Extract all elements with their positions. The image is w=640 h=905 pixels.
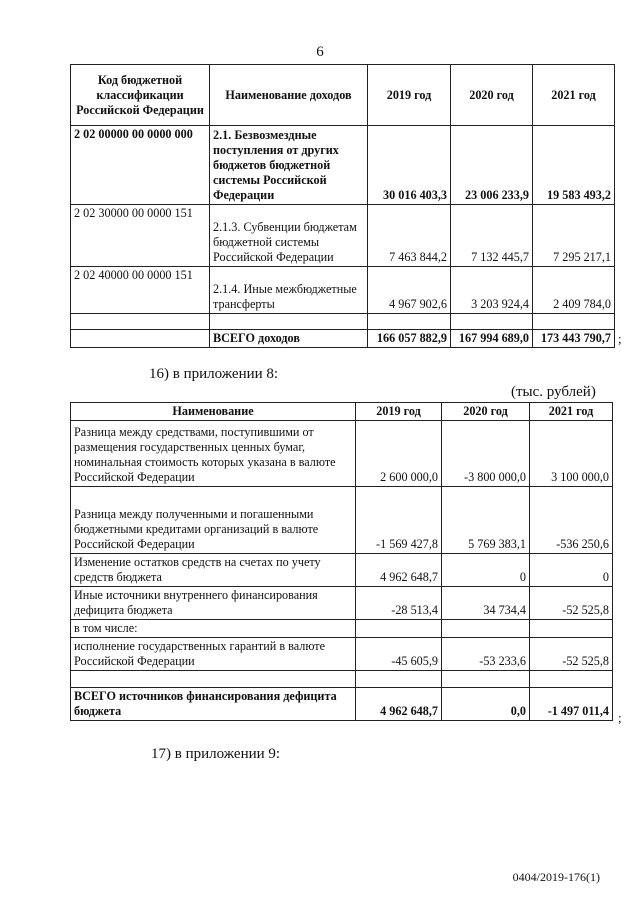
header-name: Наименование (71, 403, 356, 421)
row-value-2021 (530, 620, 613, 638)
total-row (71, 330, 615, 348)
row-value-2019: 7 463 844,2 (368, 205, 451, 267)
row-code: 2 02 30000 00 0000 151 (71, 205, 210, 267)
row-name: 2.1.3. Субвенции бюджетам бюджетной системы Российской Федерации (210, 205, 368, 267)
row-value-2020: 34 734,4 (442, 587, 530, 620)
header-2020: 2020 год (442, 403, 530, 421)
total-label: ВСЕГО источников финансирования дефицита бюджета (71, 688, 356, 721)
total-2021: 173 443 790,7 (533, 330, 615, 348)
row-value-2019: -1 569 427,8 (356, 487, 442, 554)
row-name: в том числе: (71, 620, 356, 638)
header-2019: 2019 год (368, 65, 451, 126)
table-row (71, 587, 613, 620)
row-value-2021: -52 525,8 (530, 638, 613, 671)
row-code: 2 02 00000 00 0000 000 (71, 126, 210, 205)
empty-row (71, 671, 613, 688)
row-value-2021: 0 (530, 554, 613, 587)
page-number: 6 (316, 44, 324, 60)
income-table-header (71, 65, 615, 126)
financing-table-header (71, 403, 613, 421)
row-value-2021: 19 583 493,2 (533, 126, 615, 205)
row-code: 2 02 40000 00 0000 151 (71, 267, 210, 314)
header-name: Наименование доходов (210, 65, 368, 126)
row-value-2021: -536 250,6 (530, 487, 613, 554)
row-value-2019: -45 605,9 (356, 638, 442, 671)
row-name: Разница между средствами, поступившими от размещения государственных ценных бумаг, номинальная стоимость которых указана в валюте Российской Федерации (71, 421, 356, 487)
section-16-heading: 16) в приложении 8: (149, 366, 279, 382)
income-table (70, 64, 615, 348)
table-row (71, 487, 613, 554)
table-row (71, 638, 613, 671)
header-2021: 2021 год (530, 403, 613, 421)
row-value-2019: 2 600 000,0 (356, 421, 442, 487)
total-2020: 167 994 689,0 (451, 330, 533, 348)
table-row (71, 267, 615, 314)
table-row (71, 126, 615, 205)
table1-end-mark: ; (618, 331, 622, 346)
row-value-2020: -53 233,6 (442, 638, 530, 671)
total-2020: 0,0 (442, 688, 530, 721)
row-value-2021: 2 409 784,0 (533, 267, 615, 314)
table-row (71, 620, 613, 638)
row-value-2021: 3 100 000,0 (530, 421, 613, 487)
row-value-2021: -52 525,8 (530, 587, 613, 620)
row-value-2019: 30 016 403,3 (368, 126, 451, 205)
row-value-2020 (442, 620, 530, 638)
row-name: Изменение остатков средств на счетах по учету средств бюджета (71, 554, 356, 587)
row-name: Разница между полученными и погашенными бюджетными кредитами организаций в валюте Российской Федерации (71, 487, 356, 554)
row-value-2019: 4 962 648,7 (356, 554, 442, 587)
row-value-2021: 7 295 217,1 (533, 205, 615, 267)
header-2019: 2019 год (356, 403, 442, 421)
document-code: 0404/2019-176(1) (512, 870, 600, 884)
total-row (71, 688, 613, 721)
header-2020: 2020 год (451, 65, 533, 126)
row-value-2020: 5 769 383,1 (442, 487, 530, 554)
header-code: Код бюджетной классификации Российской Федерации (71, 65, 210, 126)
total-2019: 4 962 648,7 (356, 688, 442, 721)
row-value-2020: 7 132 445,7 (451, 205, 533, 267)
row-value-2020: 23 006 233,9 (451, 126, 533, 205)
table-row (71, 554, 613, 587)
row-value-2020: -3 800 000,0 (442, 421, 530, 487)
row-name: 2.1.4. Иные межбюджетные трансферты (210, 267, 368, 314)
row-name: исполнение государственных гарантий в валюте Российской Федерации (71, 638, 356, 671)
table-row (71, 205, 615, 267)
empty-row (71, 314, 615, 330)
table-row (71, 421, 613, 487)
header-2021: 2021 год (533, 65, 615, 126)
units-label: (тыс. рублей) (511, 384, 596, 400)
financing-table (70, 402, 613, 721)
row-value-2019 (356, 620, 442, 638)
row-value-2020: 3 203 924,4 (451, 267, 533, 314)
table2-end-mark: ; (618, 710, 622, 725)
row-value-2020: 0 (442, 554, 530, 587)
total-2019: 166 057 882,9 (368, 330, 451, 348)
total-2021: -1 497 011,4 (530, 688, 613, 721)
row-name: 2.1. Безвозмездные поступления от других бюджетов бюджетной системы Российской Федерации (210, 126, 368, 205)
row-value-2019: 4 967 902,6 (368, 267, 451, 314)
row-value-2019: -28 513,4 (356, 587, 442, 620)
row-name: Иные источники внутреннего финансирования дефицита бюджета (71, 587, 356, 620)
section-17-heading: 17) в приложении 9: (151, 746, 281, 762)
total-label: ВСЕГО доходов (210, 330, 368, 348)
